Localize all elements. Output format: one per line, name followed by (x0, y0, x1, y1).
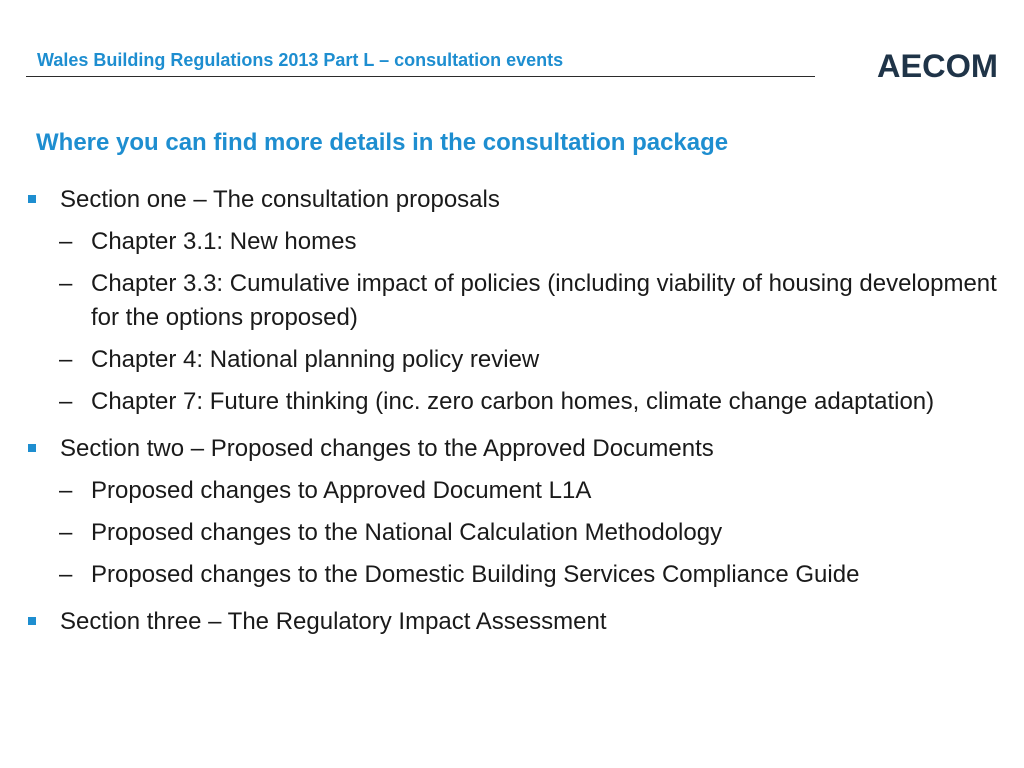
aecom-logo (877, 50, 999, 80)
square-bullet-icon (28, 617, 36, 625)
section-label: Section two – Proposed changes to the Approved Documents (60, 435, 714, 462)
dash-icon: – (59, 477, 73, 504)
dash-icon: – (59, 270, 73, 297)
header-divider (26, 76, 815, 77)
slide-header-title: Wales Building Regulations 2013 Part L – consultation events (37, 50, 564, 70)
slide-subtitle: Where you can find more details in the consultation package (36, 129, 729, 156)
sub-bullet (28, 225, 1018, 259)
section-bullet (28, 183, 1018, 217)
square-bullet-icon (28, 195, 36, 203)
sub-bullet (28, 267, 1018, 335)
sub-bullet-text: Proposed changes to Approved Document L1A (91, 477, 592, 504)
dash-icon: – (59, 519, 73, 546)
svg-text:AECOM: AECOM (877, 50, 998, 80)
sub-bullet-text: Chapter 7: Future thinking (inc. zero carbon homes, climate change adaptation) (91, 388, 935, 415)
sub-bullet-text: Proposed changes to the National Calculation Methodology (91, 519, 723, 546)
section-bullet (28, 432, 1018, 466)
dash-icon: – (59, 561, 73, 588)
sub-bullet (28, 558, 1018, 592)
section-bullet (28, 605, 1018, 639)
sub-bullet-text: Chapter 3.1: New homes (91, 228, 357, 255)
sub-bullet (28, 343, 1018, 377)
square-bullet-icon (28, 444, 36, 452)
sub-bullet (28, 474, 1018, 508)
sub-bullet (28, 385, 1018, 419)
dash-icon: – (59, 388, 73, 415)
sub-bullet-text: Chapter 4: National planning policy review (91, 346, 540, 373)
section-label: Section one – The consultation proposals (60, 186, 500, 213)
dash-icon: – (59, 228, 73, 255)
content-list (28, 183, 1018, 639)
sub-bullet (28, 516, 1018, 550)
sub-bullet-text: Chapter 3.3: Cumulative impact of policies (including viability of housing development for the options proposed) (91, 270, 997, 331)
sub-bullet-text: Proposed changes to the Domestic Building Services Compliance Guide (91, 561, 860, 588)
section-label: Section three – The Regulatory Impact Assessment (60, 608, 607, 635)
dash-icon: – (59, 346, 73, 373)
